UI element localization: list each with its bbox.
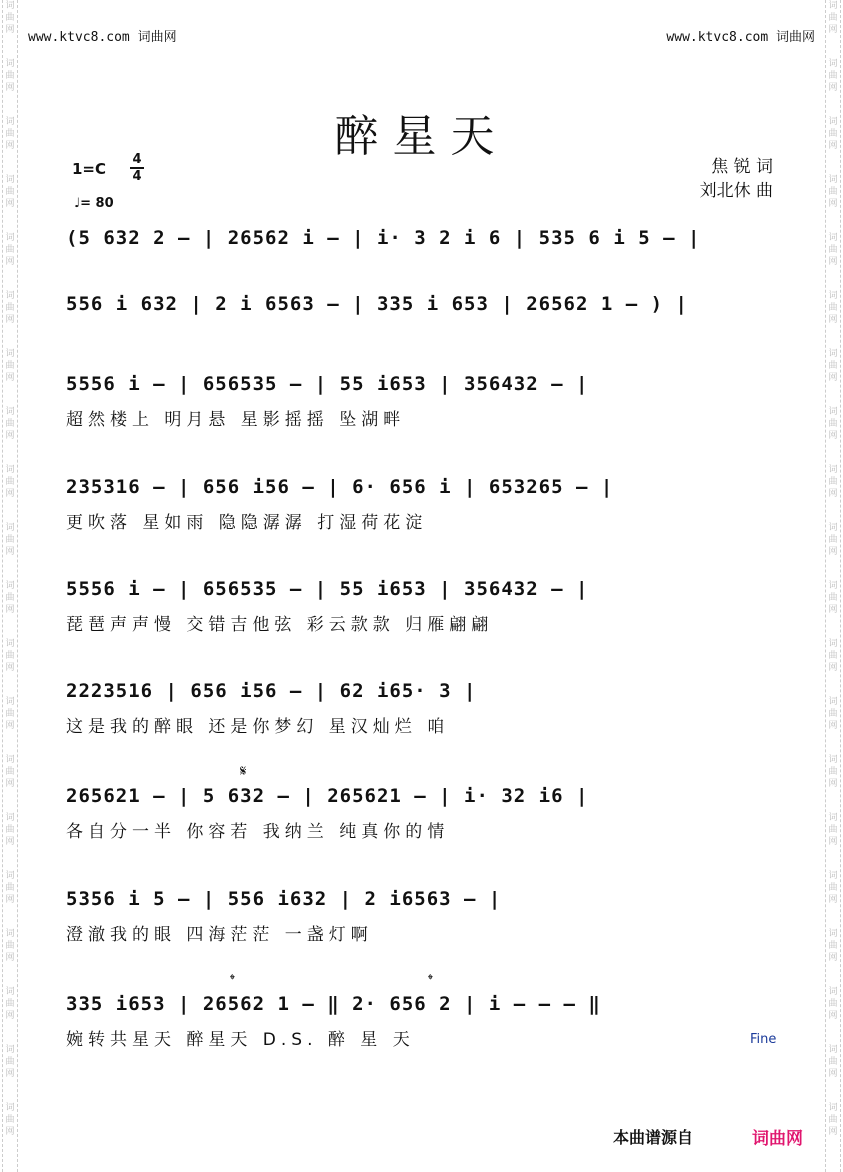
watermark-text: 词曲网 — [828, 755, 838, 789]
notation-line: 5356 i 5 – | 556 i632 | 2 i6563 – | — [66, 888, 502, 910]
watermark-text: 词曲网 — [828, 929, 838, 963]
segno-sign: 𝄋 — [240, 762, 247, 780]
watermark-text: 词曲网 — [5, 1, 15, 35]
watermark-text: 词曲网 — [5, 755, 15, 789]
watermark-text: 词曲网 — [5, 581, 15, 615]
watermark-text: 词曲网 — [5, 929, 15, 963]
fine-marking: Fine — [750, 1032, 777, 1047]
watermark-text: 词曲网 — [828, 407, 838, 441]
notation-line: 265621 – | 5 632 – | 265621 – | i· 32 i6 | — [66, 785, 589, 807]
lyrics-line: 各自分一半 你容若 我纳兰 纯真你的情 — [66, 822, 450, 842]
lyrics-line: 婉转共星天 醉星天 D.S. 醉 星 天 — [66, 1030, 415, 1050]
credits — [700, 155, 773, 203]
notation-line: (5 632 2 – | 26562 i – | i· 3 2 i 6 | 535 6 i 5 – | — [66, 227, 701, 249]
watermark-text: 词曲网 — [828, 581, 838, 615]
watermark-text: 词曲网 — [828, 465, 838, 499]
watermark-text: 词曲网 — [828, 639, 838, 673]
watermark-text: 词曲网 — [5, 871, 15, 905]
watermark-text: 词曲网 — [828, 697, 838, 731]
watermark-text: 词曲网 — [828, 291, 838, 325]
footer-brand-link[interactable]: 词曲网 — [752, 1129, 803, 1149]
watermark-text: 词曲网 — [5, 407, 15, 441]
time-bottom: 4 — [132, 169, 142, 184]
watermark-text: 词曲网 — [5, 175, 15, 209]
watermark-text: 词曲网 — [828, 1, 838, 35]
lyrics-line: 更吹落 星如雨 隐隐潺潺 打湿荷花淀 — [66, 513, 428, 533]
lyrics-line: 这是我的醉眼 还是你梦幻 星汉灿烂 咱 — [66, 717, 450, 737]
watermark-text: 词曲网 — [5, 639, 15, 673]
lyrics-line: 澄澈我的眼 四海茫茫 一盏灯啊 — [66, 925, 373, 945]
watermark-text: 词曲网 — [828, 59, 838, 93]
coda-sign: 𝄌 — [230, 972, 235, 988]
right-watermark-strip — [825, 0, 841, 1172]
watermark-text: 词曲网 — [828, 349, 838, 383]
watermark-text: 词曲网 — [828, 117, 838, 151]
key-signature: 1=C — [72, 160, 107, 178]
watermark-text: 词曲网 — [5, 117, 15, 151]
watermark-text: 词曲网 — [828, 987, 838, 1021]
time-top: 4 — [132, 152, 142, 167]
coda-sign: 𝄌 — [428, 972, 433, 988]
lyricist: 焦 锐 词 — [711, 157, 773, 177]
time-signature — [130, 153, 144, 183]
watermark-text: 词曲网 — [828, 233, 838, 267]
lyrics-line: 超然楼上 明月悬 星影摇摇 坠湖畔 — [66, 410, 406, 430]
footer-source-label: 本曲谱源自 — [612, 1128, 693, 1147]
watermark-text: 词曲网 — [828, 523, 838, 557]
notation-line: 5556 i – | 656535 – | 55 i653 | 356432 – | — [66, 578, 589, 600]
notation-line: 2223516 | 656 i56 – | 62 i65· 3 | — [66, 680, 477, 702]
watermark-text: 词曲网 — [828, 175, 838, 209]
song-title: 醉星天 — [334, 111, 509, 162]
watermark-text: 词曲网 — [5, 1103, 15, 1137]
watermark-text: 词曲网 — [5, 697, 15, 731]
watermark-text: 词曲网 — [5, 233, 15, 267]
site-url-right[interactable]: www.ktvc8.com 词曲网 — [666, 30, 815, 45]
notation-line: 235316 – | 656 i56 – | 6· 656 i | 653265 – | — [66, 476, 614, 498]
site-url-left[interactable]: www.ktvc8.com 词曲网 — [28, 30, 177, 45]
watermark-text: 词曲网 — [5, 59, 15, 93]
notation-line: 335 i653 | 26562 1 – ‖ 2· 656 2 | i – – – ‖ — [66, 993, 601, 1015]
watermark-text: 词曲网 — [828, 813, 838, 847]
composer: 刘北休 曲 — [699, 181, 773, 201]
watermark-text: 词曲网 — [5, 1045, 15, 1079]
watermark-text: 词曲网 — [5, 523, 15, 557]
left-watermark-strip — [2, 0, 18, 1172]
lyrics-line: 琵琶声声慢 交错吉他弦 彩云款款 归雁翩翩 — [66, 615, 494, 635]
watermark-text: 词曲网 — [5, 349, 15, 383]
notation-line: 556 i 632 | 2 i 6563 – | 335 i 653 | 26562 1 – ) | — [66, 293, 688, 315]
watermark-text: 词曲网 — [5, 465, 15, 499]
watermark-text: 词曲网 — [828, 1045, 838, 1079]
watermark-text: 词曲网 — [828, 1103, 838, 1137]
watermark-text: 词曲网 — [5, 987, 15, 1021]
watermark-text: 词曲网 — [5, 813, 15, 847]
tempo-marking: ♩= 80 — [74, 196, 114, 211]
watermark-text: 词曲网 — [5, 291, 15, 325]
watermark-text: 词曲网 — [828, 871, 838, 905]
notation-line: 5556 i – | 656535 – | 55 i653 | 356432 – | — [66, 373, 589, 395]
